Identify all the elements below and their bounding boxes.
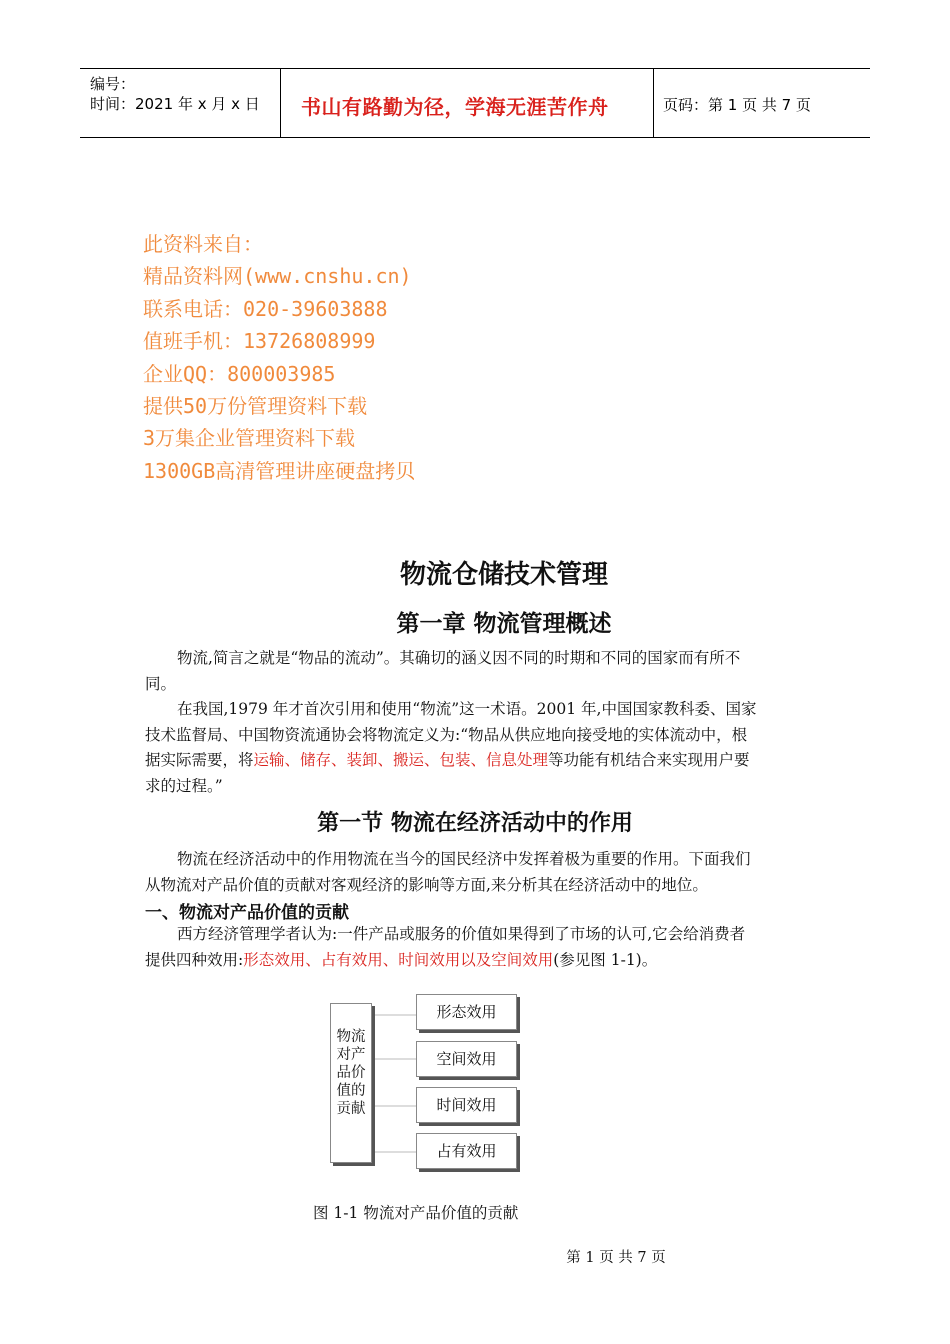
number-label: 编号： [90, 75, 136, 93]
figure-caption: 图 1-1 物流对产品价值的贡献 [313, 1204, 519, 1222]
page-info: 页码：第 1 页 共 7 页 [663, 96, 811, 114]
text-run: 等功能有机结合来实现用户要 [548, 751, 750, 769]
promo-line: 联系电话：020-39603888 [143, 296, 388, 321]
motto: 书山有路勤为径，学海无涯苦作舟 [301, 95, 609, 119]
chapter-title: 第一章 物流管理概述 [396, 611, 612, 637]
text-run: (参见图 1-1)。 [553, 950, 658, 969]
paragraph-line: 技术监督局、中国物资流通协会将物流定义为:“物品从供应地向接受地的实体流动中，根 [145, 725, 748, 744]
promo-line: 3万集企业管理资料下载 [143, 426, 356, 451]
highlighted-utilities: 形态效用、占有效用、时间效用以及空间效用 [243, 950, 554, 969]
root-label-line: 品价 [336, 1065, 366, 1081]
promo-line: 值班手机：13726808999 [143, 329, 376, 354]
promo-line: 1300GB高清管理讲座硬盘拷贝 [143, 458, 416, 483]
highlighted-functions: 运输、储存、装卸、搬运、包装、信息处理 [253, 751, 549, 769]
promo-line: 此资料来自： [143, 232, 263, 256]
paragraph-line: 物流,简言之就是“物品的流动”。其确切的涵义因不同的时期和不同的国家而有所不 [177, 649, 741, 667]
text-run: 据实际需要，将 [145, 751, 254, 769]
page-footer: 第 1 页 共 7 页 [566, 1250, 666, 1266]
section-title: 第一节 物流在经济活动中的作用 [317, 811, 633, 836]
diagram-branch-box: 时间效用 [416, 1087, 517, 1123]
diagram-branch-box: 形态效用 [416, 994, 517, 1030]
diagram-branch-box: 空间效用 [416, 1041, 517, 1077]
promo-line: 提供50万份管理资料下载 [143, 393, 368, 418]
paragraph-line: 从物流对产品价值的贡献对客观经济的影响等方面,来分析其在经济活动中的地位。 [145, 875, 708, 894]
diagram-root-box [330, 1003, 372, 1163]
paragraph-line: 同。 [145, 674, 177, 693]
paragraph-line: 求的过程。” [145, 776, 223, 795]
paragraph-line: 在我国,1979 年才首次引用和使用“物流”这一术语。2001 年,中国国家教科委、国家 [177, 700, 757, 718]
paragraph-line: 物流在经济活动中的作用物流在当今的国民经济中发挥着极为重要的作用。下面我们 [177, 850, 751, 868]
promo-line-website[interactable]: 精品资料网(www.cnshu.cn) [143, 264, 412, 289]
text-run: 提供四种效用: [145, 950, 244, 969]
root-label-line: 值的 [336, 1083, 366, 1099]
root-label-line: 贡献 [336, 1101, 366, 1117]
root-label-line: 对产 [336, 1047, 366, 1063]
root-label-line: 物流 [336, 1029, 366, 1045]
root-label [335, 1028, 367, 1118]
paragraph-line: 西方经济管理学者认为:一件产品或服务的价值如果得到了市场的认可,它会给消费者 [177, 925, 746, 943]
time-label: 时间：2021 年 x 月 x 日 [90, 95, 260, 113]
promo-line: 企业QQ：800003985 [143, 361, 336, 386]
subsection-title: 一、物流对产品价值的贡献 [145, 903, 349, 923]
document-title: 物流仓储技术管理 [399, 560, 608, 590]
diagram-branch-box: 占有效用 [416, 1133, 517, 1169]
